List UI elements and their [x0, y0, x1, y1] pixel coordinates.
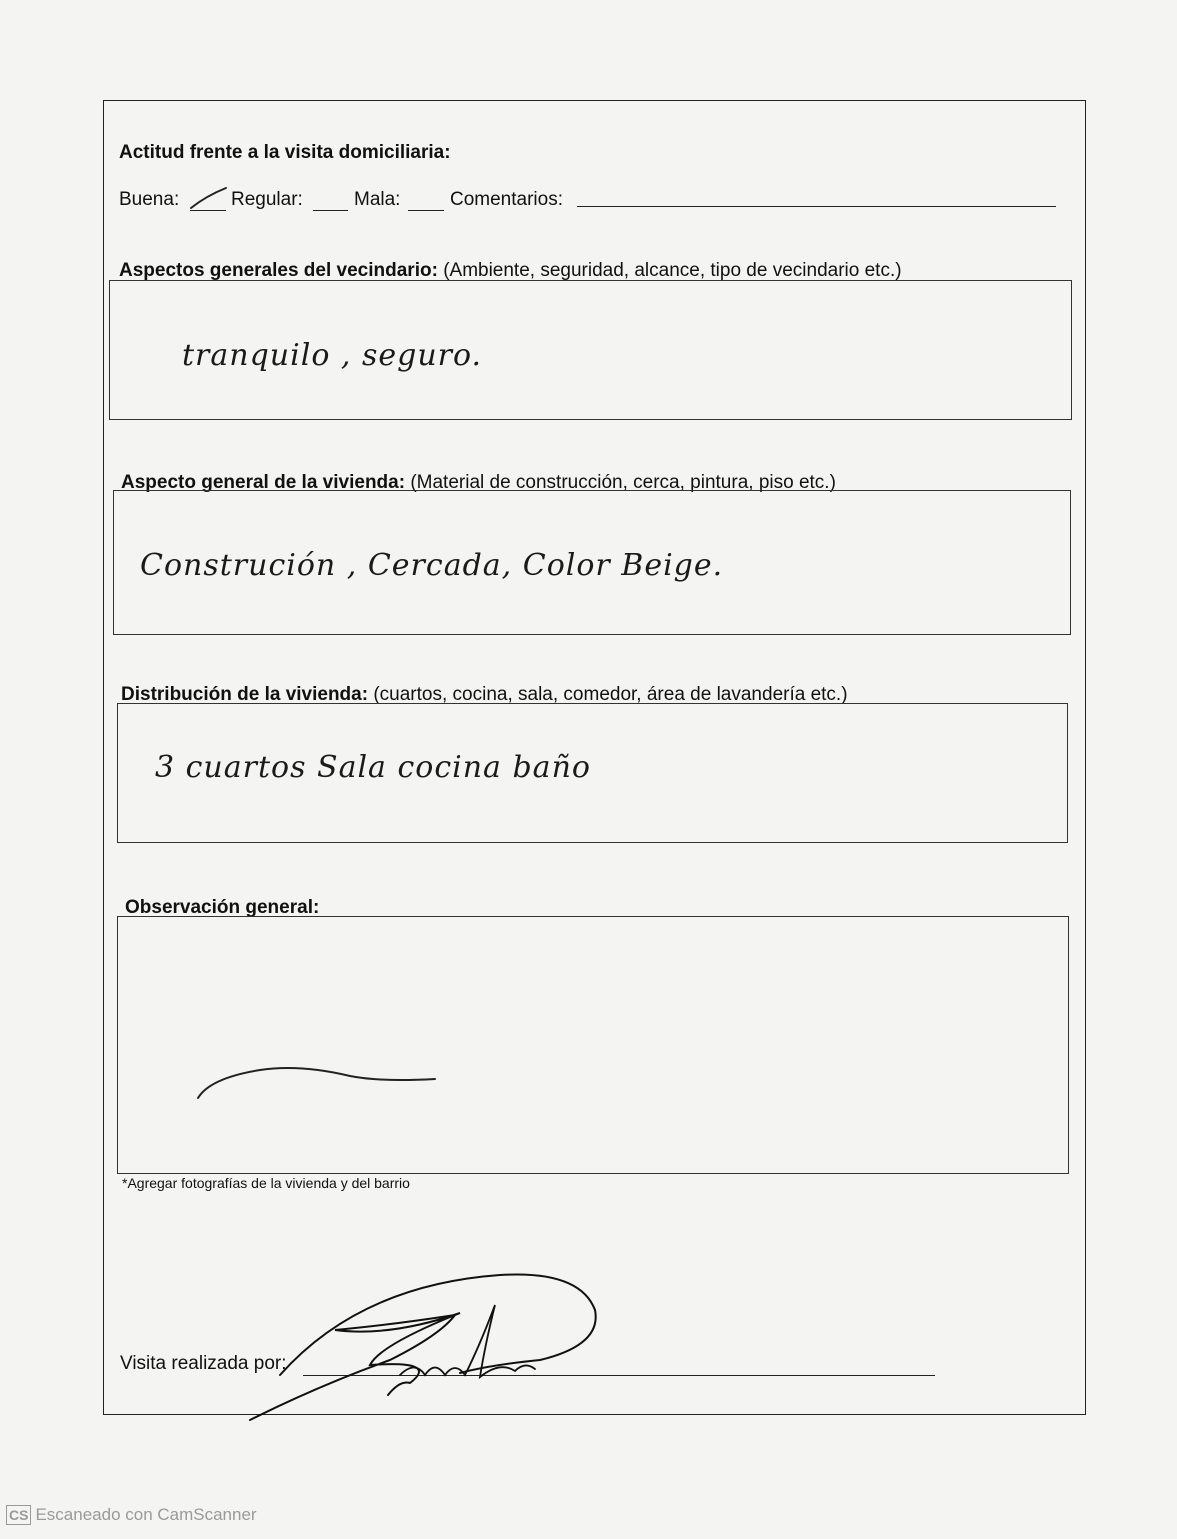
scanner-watermark	[6, 1505, 257, 1525]
visit-label: Visita realizada por:	[120, 1353, 287, 1374]
distribution-hint: (cuartos, cocina, sala, comedor, área de lavandería etc.)	[373, 684, 848, 705]
observation-answer-box[interactable]	[117, 916, 1069, 1174]
neighborhood-answer: tranquilo , seguro.	[182, 338, 483, 373]
regular-blank[interactable]	[313, 210, 348, 211]
scanner-text: Escaneado con CamScanner	[35, 1505, 257, 1524]
bad-blank[interactable]	[408, 210, 444, 211]
comments-label: Comentarios:	[450, 189, 563, 210]
comments-blank[interactable]	[577, 206, 1056, 207]
distribution-heading: Distribución de la vivienda:	[121, 684, 369, 705]
housing-heading: Aspecto general de la vivienda:	[121, 472, 406, 493]
check-mark-icon	[188, 186, 230, 212]
signature-image	[240, 1265, 620, 1425]
regular-label: Regular:	[231, 189, 303, 210]
neighborhood-hint: (Ambiente, seguridad, alcance, tipo de vecindario etc.)	[443, 260, 902, 281]
distribution-answer: 3 cuartos Sala cocina baño	[155, 750, 591, 785]
housing-hint: (Material de construcción, cerca, pintura, piso etc.)	[410, 472, 836, 493]
observation-heading: Observación general:	[125, 897, 320, 918]
housing-answer: Construción , Cercada, Color Beige.	[140, 548, 724, 583]
observation-dash-mark	[190, 1060, 440, 1105]
photo-footnote: *Agregar fotografías de la vivienda y del barrio	[122, 1175, 410, 1191]
attitude-heading: Actitud frente a la visita domiciliaria:	[119, 142, 451, 163]
good-label: Buena:	[119, 189, 180, 210]
neighborhood-heading-line	[119, 260, 902, 282]
neighborhood-heading: Aspectos generales del vecindario:	[119, 260, 438, 281]
bad-label: Mala:	[354, 189, 401, 210]
camscanner-logo-icon: CS	[6, 1505, 31, 1525]
